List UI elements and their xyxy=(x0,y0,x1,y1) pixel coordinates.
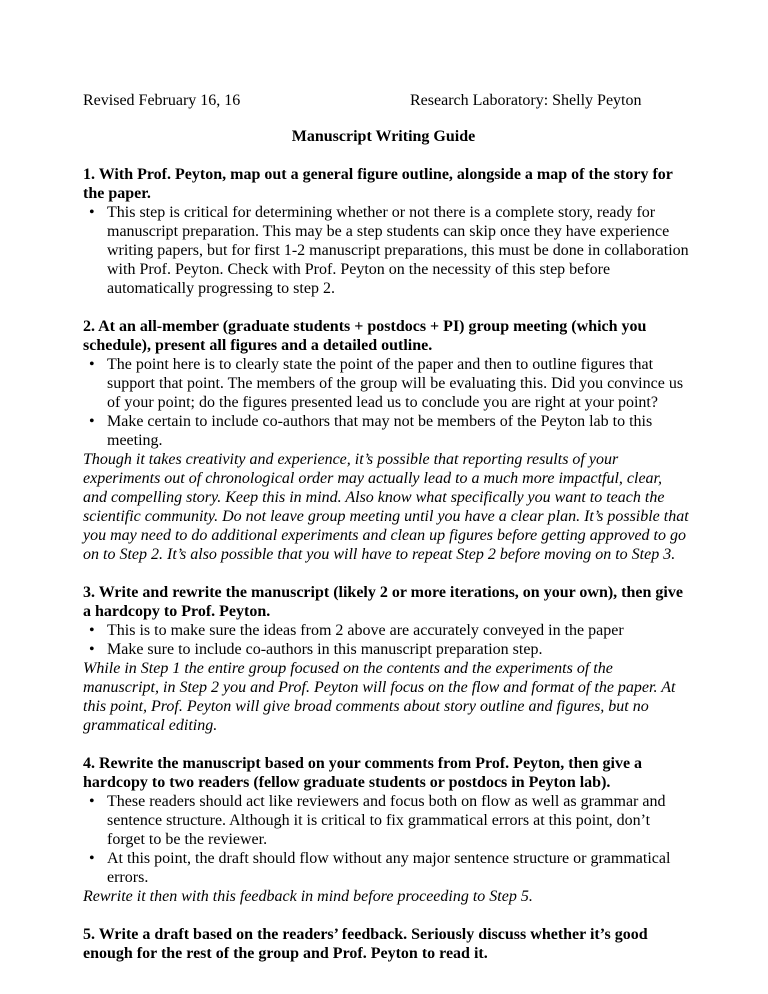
list-item-text: At this point, the draft should flow without any major sentence structure or grammatical errors. xyxy=(107,850,671,886)
section-heading: 2. At an all-member (graduate students + postdocs + PI) group meeting (which you schedule), present all figures and a detailed outline. xyxy=(83,318,647,354)
bullet-icon: • xyxy=(89,793,95,810)
document-title: Manuscript Writing Guide xyxy=(291,128,476,145)
bullet-icon: • xyxy=(89,413,95,430)
list-item xyxy=(83,640,689,659)
bullet-list xyxy=(83,203,689,298)
bullet-icon: • xyxy=(89,850,95,867)
bullet-list xyxy=(83,355,689,450)
list-item-text: The point here is to clearly state the point of the paper and then to outline figures that support that point. The members of the group will be evaluating this. Did you convince us of your point; do the figures presented lead us to conclude you are right at your point? xyxy=(107,356,684,411)
list-item xyxy=(83,412,689,450)
list-item-text: These readers should act like reviewers and focus both on flow as well as grammar and sentence structure. Although it is critical to fix grammatical errors at this point, don’t forget to be the reviewer. xyxy=(107,793,666,848)
section-1 xyxy=(83,165,689,298)
list-item xyxy=(83,203,689,298)
bullet-icon: • xyxy=(89,641,95,658)
bullet-icon: • xyxy=(89,356,95,373)
list-item xyxy=(83,621,689,640)
section-heading: 5. Write a draft based on the readers’ feedback. Seriously discuss whether it’s good enough for the rest of the group and Prof. Peyton to read it. xyxy=(83,926,648,962)
bullet-icon: • xyxy=(89,622,95,639)
section-5 xyxy=(83,925,689,963)
section-2 xyxy=(83,317,689,564)
section-heading: 4. Rewrite the manuscript based on your comments from Prof. Peyton, then give a hardcopy to two readers (fellow graduate students or postdocs in Peyton lab). xyxy=(83,755,643,791)
bullet-list xyxy=(83,792,689,887)
list-item-text: Make sure to include co-authors in this manuscript preparation step. xyxy=(107,641,543,658)
document-page xyxy=(83,91,689,963)
list-item xyxy=(83,355,689,412)
section-note: While in Step 1 the entire group focused on the contents and the experiments of the manuscript, in Step 2 you and Prof. Peyton will focus on the flow and format of the paper. At this point, Prof. Peyton will give broad comments about story outline and figures, but no grammatical editing. xyxy=(83,660,676,734)
bullet-icon: • xyxy=(89,204,95,221)
section-note: Rewrite it then with this feedback in mind before proceeding to Step 5. xyxy=(83,888,533,905)
section-heading: 3. Write and rewrite the manuscript (likely 2 or more iterations, on your own), then give a hardcopy to Prof. Peyton. xyxy=(83,584,683,620)
section-heading: 1. With Prof. Peyton, map out a general figure outline, alongside a map of the story for the paper. xyxy=(83,166,673,202)
list-item xyxy=(83,849,689,887)
section-note: Though it takes creativity and experience, it’s possible that reporting results of your experiments out of chronological order may actually lead to a much more impactful, clear, and compelling story. Keep this in mind. Also know what specifically you want to teach the scientific community. Do not leave group meeting until you have a clear plan. It’s possible that you may need to do additional experiments and clean up figures before getting approved to go on to Step 2. It’s also possible that you will have to repeat Step 2 before moving on to Step 3. xyxy=(83,451,689,563)
list-item xyxy=(83,792,689,849)
header xyxy=(83,91,689,110)
bullet-list xyxy=(83,621,689,659)
lab-name: Research Laboratory: Shelly Peyton xyxy=(410,92,642,109)
revised-date: Revised February 16, 16 xyxy=(83,92,241,109)
section-4 xyxy=(83,754,689,906)
list-item-text: Make certain to include co-authors that may not be members of the Peyton lab to this meeting. xyxy=(107,413,653,449)
section-3 xyxy=(83,583,689,735)
list-item-text: This step is critical for determining whether or not there is a complete story, ready for manuscript preparation. This may be a step students can skip once they have experience writing papers, but for first 1-2 manuscript preparations, this must be done in collaboration with Prof. Peyton. Check with Prof. Peyton on the necessity of this step before automatically progressing to step 2. xyxy=(107,204,689,297)
list-item-text: This is to make sure the ideas from 2 above are accurately conveyed in the paper xyxy=(107,622,624,639)
